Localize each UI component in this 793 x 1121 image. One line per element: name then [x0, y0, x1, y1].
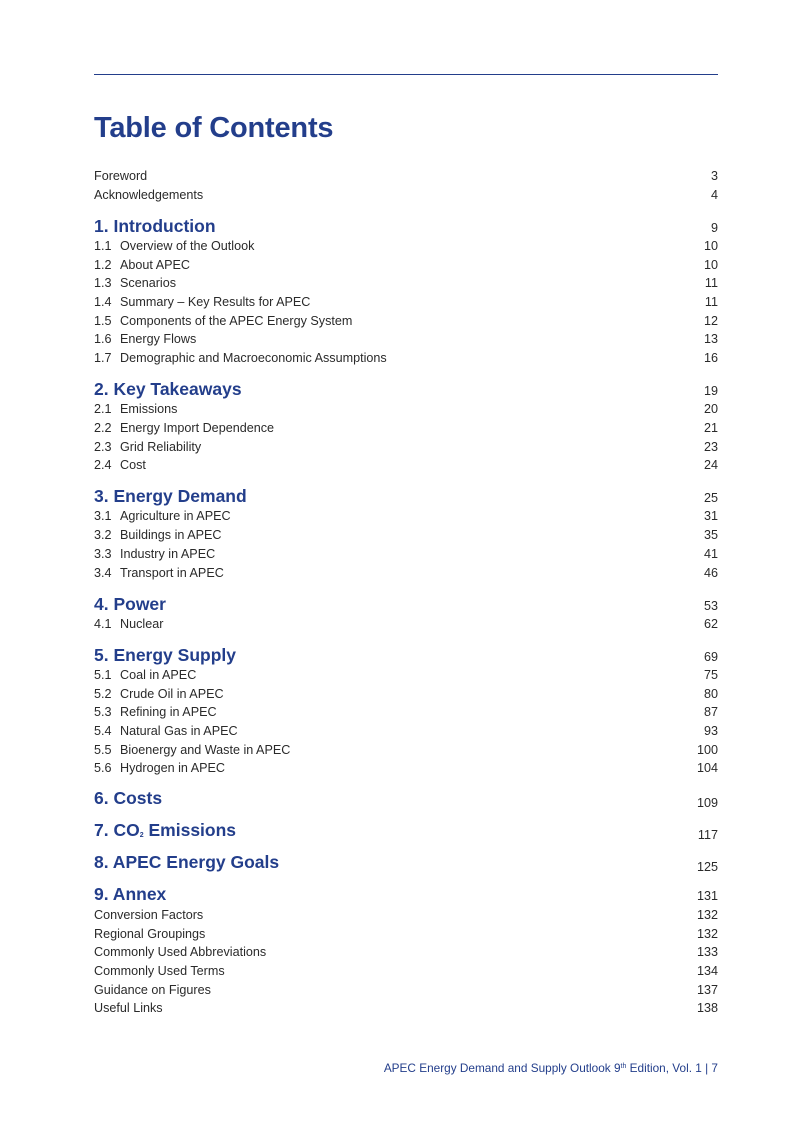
- toc-subentry[interactable]: [94, 456, 718, 475]
- toc-page-number: 109: [696, 796, 718, 810]
- subsection-number: 5.2: [94, 686, 112, 701]
- toc-subentry[interactable]: [94, 526, 718, 545]
- toc-page-number: 13: [703, 332, 718, 347]
- subsection-number: 1.1: [94, 238, 112, 253]
- toc-section-key-takeaways: [94, 379, 718, 475]
- subsection-title: Transport in APEC: [120, 565, 224, 580]
- subsection-number: 5.4: [94, 723, 112, 738]
- subsection-title: Buildings in APEC: [120, 528, 222, 543]
- subsection-title: Energy Flows: [120, 332, 197, 347]
- toc-page-number: 117: [697, 828, 718, 842]
- subsection-number: 1.5: [94, 313, 112, 328]
- toc-page-number: 125: [696, 860, 718, 874]
- toc-page-number: 100: [696, 742, 718, 757]
- toc-page-number: 134: [696, 964, 718, 979]
- toc-page-number: 19: [703, 384, 718, 399]
- section-title: 5. Energy Supply: [94, 644, 236, 665]
- toc-section-heading[interactable]: [94, 379, 718, 400]
- toc-subentry[interactable]: [94, 962, 718, 981]
- toc-section-heading[interactable]: [94, 645, 718, 666]
- subsection-title: Summary – Key Results for APEC: [120, 294, 311, 309]
- toc-section-heading[interactable]: [94, 788, 718, 810]
- toc-subentry[interactable]: [94, 722, 718, 741]
- toc-section-heading[interactable]: [94, 884, 718, 906]
- footer-edition-page: Edition, Vol. 1 | 7: [626, 1061, 718, 1075]
- subsection-number: 4.1: [94, 616, 112, 631]
- toc-page-number: 80: [703, 686, 718, 701]
- toc-page-number: 62: [703, 616, 718, 631]
- toc-section-heading[interactable]: [94, 820, 718, 842]
- subsection-number: 2.2: [94, 420, 112, 435]
- page-footer: [384, 1061, 718, 1075]
- toc-subentry[interactable]: [94, 256, 718, 275]
- toc-section-energy-demand: [94, 486, 718, 582]
- subsection-number: 2.1: [94, 402, 112, 417]
- toc-subentry[interactable]: [94, 564, 718, 583]
- section-title: 2. Key Takeaways: [94, 379, 242, 400]
- subsection-number: 1.4: [94, 294, 112, 309]
- toc-page-number: 12: [703, 313, 718, 328]
- subsection-number: 3.3: [94, 546, 112, 561]
- toc-entry-label: Acknowledgements: [94, 187, 204, 202]
- toc-section-introduction: [94, 216, 718, 368]
- toc-subentry[interactable]: [94, 925, 718, 944]
- toc-subentry[interactable]: [94, 943, 718, 962]
- top-divider: [94, 74, 718, 75]
- subsection-title: Commonly Used Terms: [94, 964, 225, 979]
- toc-subentry[interactable]: [94, 666, 718, 685]
- subsection-title: Scenarios: [120, 276, 177, 291]
- toc-page-number: 11: [704, 294, 718, 309]
- subsection-number: 1.3: [94, 276, 112, 291]
- footer-superscript: th: [620, 1063, 627, 1070]
- subsection-number: 5.1: [94, 667, 112, 682]
- toc-section-costs: [94, 788, 718, 810]
- subsection-title: Commonly Used Abbreviations: [94, 945, 267, 960]
- section-title: 9. Annex: [94, 884, 167, 904]
- toc-page-number: 137: [696, 982, 718, 997]
- toc-entry-label: Foreword: [94, 169, 148, 183]
- toc-page-number: 75: [703, 667, 718, 682]
- subsection-title: Hydrogen in APEC: [120, 761, 226, 776]
- toc-page-number: 9: [710, 220, 718, 235]
- toc-subentry[interactable]: [94, 545, 718, 564]
- toc-page-number: 16: [703, 351, 718, 365]
- subsection-title: Emissions: [120, 402, 178, 417]
- toc-subentry[interactable]: [94, 703, 718, 722]
- toc-page-number: 23: [703, 439, 718, 454]
- toc-subentry[interactable]: [94, 349, 718, 368]
- subsection-title: Overview of the Outlook: [120, 238, 255, 253]
- toc-page-number: 138: [696, 1001, 718, 1016]
- toc-page-number: 20: [703, 402, 718, 417]
- section-title: 1. Introduction: [94, 215, 216, 236]
- subsection-number: 1.2: [94, 257, 112, 272]
- subsection-number: 3.2: [94, 528, 112, 543]
- toc-page-number: 21: [703, 420, 718, 435]
- toc-page-number: 69: [703, 649, 718, 664]
- subsection-title: About APEC: [120, 257, 191, 272]
- subsection-title: Nuclear: [120, 616, 164, 631]
- toc-page-number: 41: [703, 546, 718, 561]
- subsection-number: 3.1: [94, 509, 112, 524]
- section-title: 6. Costs: [94, 788, 163, 808]
- toc-subentry[interactable]: [94, 981, 718, 1000]
- subsection-title: Conversion Factors: [94, 908, 204, 922]
- toc-subentry[interactable]: [94, 312, 718, 331]
- section-title: 8. APEC Energy Goals: [94, 852, 280, 872]
- subsection-title: Demographic and Macroeconomic Assumptions: [120, 351, 387, 365]
- toc-page-number: 87: [703, 705, 718, 720]
- section-title: 3. Energy Demand: [94, 486, 247, 507]
- subsection-number: 5.3: [94, 705, 112, 720]
- toc-subentry[interactable]: [94, 274, 718, 293]
- page-title: Table of Contents: [94, 112, 334, 144]
- subsection-title: Refining in APEC: [120, 705, 217, 720]
- toc-subentry[interactable]: [94, 759, 718, 778]
- toc-subentry[interactable]: [94, 330, 718, 349]
- toc-section-energy-supply: [94, 645, 718, 778]
- toc-page-number: 3: [710, 169, 718, 183]
- toc-subentry[interactable]: [94, 507, 718, 526]
- toc-subentry[interactable]: [94, 293, 718, 312]
- toc-page-number: 93: [703, 723, 718, 738]
- subsection-title: Agriculture in APEC: [120, 509, 231, 524]
- toc-subentry[interactable]: [94, 615, 718, 634]
- subsection-title: Bioenergy and Waste in APEC: [120, 742, 291, 757]
- section-title: 7. $CO_2$ Emissions: [94, 820, 237, 840]
- toc-subentry[interactable]: [94, 438, 718, 457]
- toc-section-heading[interactable]: [94, 216, 718, 237]
- subsection-title: Crude Oil in APEC: [120, 686, 224, 701]
- subsection-title: Energy Import Dependence: [120, 420, 275, 435]
- toc-page-number: 25: [703, 491, 718, 506]
- subsection-title: Regional Groupings: [94, 926, 206, 941]
- table-of-contents: [94, 167, 718, 1018]
- toc-page-number: 11: [704, 276, 718, 291]
- toc-section-heading[interactable]: [94, 594, 718, 615]
- toc-page-number: 10: [703, 238, 718, 253]
- subsection-title: Components of the APEC Energy System: [120, 313, 353, 328]
- toc-subentry[interactable]: [94, 741, 718, 760]
- toc-subentry[interactable]: [94, 906, 718, 925]
- toc-page-number: 132: [696, 908, 718, 922]
- subsection-number: 1.6: [94, 332, 112, 347]
- toc-subentry[interactable]: [94, 685, 718, 704]
- toc-section-power: [94, 594, 718, 634]
- toc-subentry[interactable]: [94, 400, 718, 419]
- section-title: 4. Power: [94, 593, 166, 614]
- subsection-title: Useful Links: [94, 1001, 163, 1016]
- subsection-title: Cost: [120, 458, 146, 473]
- toc-subentry[interactable]: [94, 999, 718, 1018]
- footer-publication-title: APEC Energy Demand and Supply Outlook 9: [383, 1061, 621, 1075]
- subsection-number: 5.5: [94, 742, 112, 757]
- toc-page-number: 10: [703, 257, 718, 272]
- subsection-title: Natural Gas in APEC: [120, 723, 238, 738]
- subsection-title: Grid Reliability: [120, 439, 202, 454]
- subsection-number: 2.4: [94, 458, 112, 473]
- toc-subentry[interactable]: [94, 419, 718, 438]
- toc-page-number: 131: [696, 889, 718, 903]
- subsection-number: 3.4: [94, 565, 112, 580]
- subsection-number: 5.6: [94, 761, 112, 776]
- toc-entry-acknowledgements[interactable]: [94, 186, 718, 205]
- toc-page-number: 4: [710, 187, 718, 202]
- toc-section-co2-emissions: [94, 820, 718, 842]
- subsection-number: 1.7: [94, 351, 112, 365]
- toc-section-heading[interactable]: [94, 852, 718, 874]
- toc-entry-foreword[interactable]: [94, 167, 718, 186]
- toc-page-number: 132: [696, 926, 718, 941]
- toc-page-number: 53: [703, 598, 718, 613]
- toc-page-number: 46: [703, 565, 718, 580]
- toc-section-annex: [94, 884, 718, 1018]
- toc-page-number: 31: [703, 509, 718, 524]
- toc-page-number: 104: [696, 761, 718, 776]
- toc-page-number: 35: [703, 528, 718, 543]
- subsection-title: Coal in APEC: [120, 667, 197, 682]
- subsection-number: 2.3: [94, 439, 112, 454]
- subsection-title: Industry in APEC: [120, 546, 216, 561]
- subsection-title: Guidance on Figures: [94, 982, 211, 997]
- toc-section-heading[interactable]: [94, 486, 718, 507]
- toc-page-number: 24: [703, 458, 718, 473]
- toc-page-number: 133: [696, 945, 718, 960]
- toc-section-apec-energy-goals: [94, 852, 718, 874]
- toc-subentry[interactable]: [94, 237, 718, 256]
